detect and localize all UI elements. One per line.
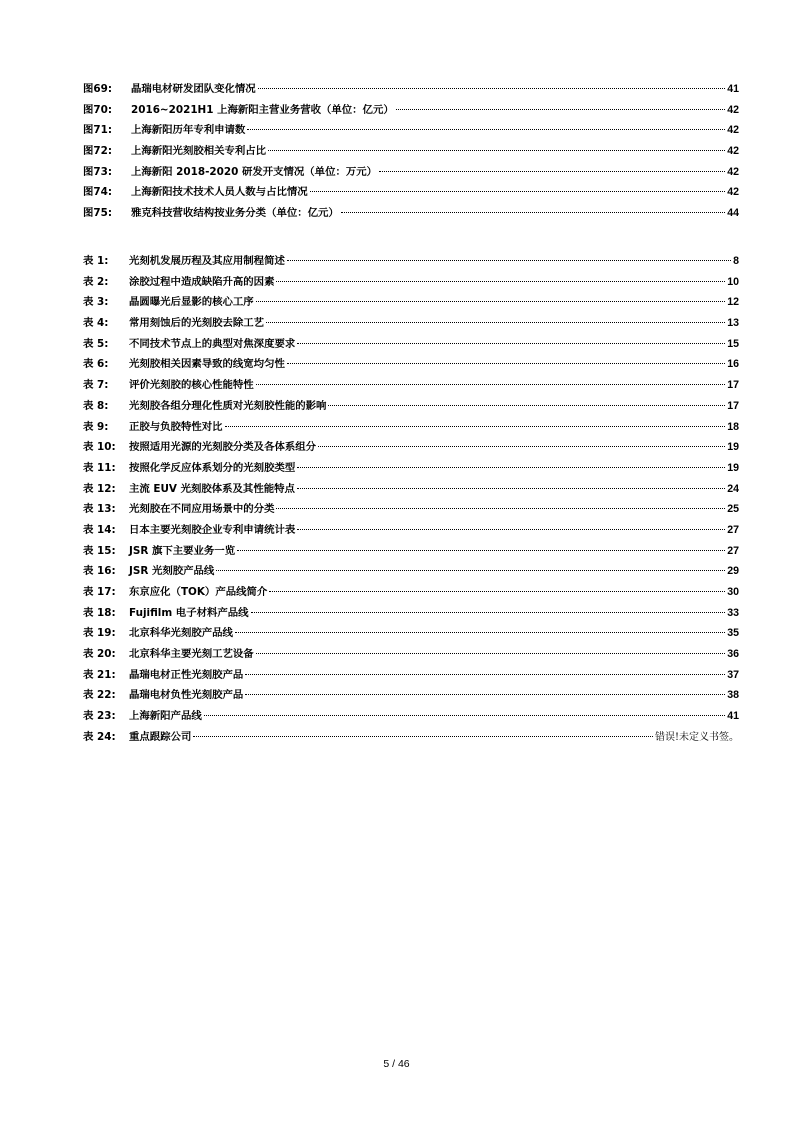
entry-title[interactable]: 晶瑞电材正性光刻胶产品: [129, 668, 244, 681]
entry-label: 表 12:: [83, 482, 116, 495]
dot-leader: [269, 591, 725, 592]
figure-entry[interactable]: [83, 121, 739, 142]
entry-title[interactable]: 2016~2021H1 上海新阳主营业务营收（单位：亿元）: [131, 103, 394, 116]
entry-label: 表 8:: [83, 399, 109, 412]
dot-leader: [268, 150, 725, 151]
dot-leader: [287, 260, 731, 261]
table-entry[interactable]: [83, 500, 739, 521]
entry-label: 表 3:: [83, 296, 109, 309]
entry-label: 表 14:: [83, 523, 116, 536]
entry-page-number[interactable]: 36: [727, 648, 739, 661]
dot-leader: [276, 281, 725, 282]
entry-title[interactable]: Fujifilm 电子材料产品线: [129, 606, 249, 619]
entry-page-number[interactable]: 12: [727, 296, 739, 309]
table-entry[interactable]: [83, 252, 739, 273]
entry-label: 表 5:: [83, 337, 109, 350]
entry-label: 表 10:: [83, 441, 116, 454]
entry-title[interactable]: 上海新阳光刻胶相关专利占比: [131, 145, 267, 158]
entry-page-number[interactable]: 25: [727, 503, 739, 516]
table-entry[interactable]: [83, 314, 739, 335]
entry-title[interactable]: 东京应化（TOK）产品线简介: [129, 586, 268, 598]
entry-page-number[interactable]: 19: [727, 441, 739, 454]
figure-entry[interactable]: [83, 80, 739, 101]
entry-title[interactable]: JSR 旗下主要业务一览: [129, 544, 236, 557]
table-entry[interactable]: [83, 624, 739, 645]
dot-leader: [328, 405, 725, 406]
table-entry[interactable]: [83, 583, 739, 604]
dot-leader: [318, 446, 725, 447]
entry-title[interactable]: 主流 EUV 光刻胶体系及其性能特点: [129, 482, 295, 495]
entry-title[interactable]: 涂胶过程中造成缺陷升高的因素: [129, 275, 275, 288]
entry-page-number[interactable]: 27: [727, 544, 739, 557]
entry-page-number[interactable]: 29: [727, 565, 739, 578]
entry-label: 图70:: [83, 103, 113, 116]
dot-leader: [193, 736, 653, 737]
dot-leader: [258, 88, 726, 89]
table-entry[interactable]: [83, 666, 739, 687]
entry-page-number[interactable]: 错误!未定义书签。: [654, 731, 739, 743]
table-entry[interactable]: [83, 459, 739, 480]
dot-leader: [310, 191, 726, 192]
dot-leader: [297, 467, 725, 468]
entry-page-number[interactable]: 8: [733, 255, 739, 267]
entry-title[interactable]: 正胶与负胶特性对比: [129, 420, 223, 433]
entry-page-number[interactable]: 37: [727, 668, 739, 681]
dot-leader: [256, 653, 726, 654]
entry-page-number[interactable]: 41: [727, 83, 739, 95]
entry-label: 表 18:: [83, 606, 116, 619]
entry-page-number[interactable]: 42: [727, 165, 739, 178]
entry-label: 表 9:: [83, 420, 109, 433]
entry-page-number[interactable]: 19: [727, 461, 739, 474]
dot-leader: [297, 488, 725, 489]
entry-page-number[interactable]: 15: [727, 337, 739, 350]
dot-leader: [245, 694, 725, 695]
entry-page-number[interactable]: 42: [727, 103, 739, 116]
page-number: 5 / 46: [383, 1058, 410, 1070]
figure-entry[interactable]: [83, 101, 739, 122]
entry-label: 图72:: [83, 145, 113, 158]
dot-leader: [247, 129, 725, 130]
dot-leader: [256, 301, 726, 302]
table-entry[interactable]: [83, 645, 739, 666]
entry-label: 表 21:: [83, 668, 116, 681]
dot-leader: [256, 384, 726, 385]
entry-label: 表 7:: [83, 379, 109, 392]
figure-entry[interactable]: [83, 204, 739, 225]
table-entry[interactable]: [83, 335, 739, 356]
entry-label: 表 23:: [83, 710, 116, 723]
table-entry[interactable]: [83, 542, 739, 563]
table-entry[interactable]: [83, 397, 739, 418]
entry-title[interactable]: 北京科华光刻胶产品线: [129, 627, 233, 640]
entry-label: 图73:: [83, 165, 113, 178]
entry-title[interactable]: 上海新阳历年专利申请数: [131, 124, 246, 137]
entry-label: 表 6:: [83, 358, 109, 371]
entry-page-number[interactable]: 13: [727, 317, 739, 330]
entry-page-number[interactable]: 16: [727, 358, 739, 371]
entry-title[interactable]: 晶瑞电材负性光刻胶产品: [129, 689, 244, 702]
entry-label: 表 20:: [83, 648, 116, 661]
table-entry[interactable]: [83, 418, 739, 439]
entry-page-number[interactable]: 17: [727, 379, 739, 392]
figure-entry[interactable]: [83, 142, 739, 163]
figure-entry[interactable]: [83, 183, 739, 204]
dot-leader: [379, 171, 725, 172]
entry-page-number[interactable]: 42: [727, 145, 739, 158]
dot-leader: [276, 508, 725, 509]
entry-label: 表 22:: [83, 689, 116, 702]
entry-page-number[interactable]: 44: [727, 207, 739, 220]
table-entry[interactable]: [83, 355, 739, 376]
table-entry[interactable]: [83, 376, 739, 397]
entry-label: 图75:: [83, 207, 113, 220]
entry-label: 表 13:: [83, 503, 116, 516]
dot-leader: [396, 109, 725, 110]
entry-title[interactable]: 评价光刻胶的核心性能特性: [129, 379, 254, 392]
entry-title[interactable]: 晶圆曝光后显影的核心工序: [129, 296, 254, 309]
dot-leader: [251, 612, 726, 613]
table-entry[interactable]: [83, 293, 739, 314]
entry-title[interactable]: 上海新阳产品线: [129, 710, 202, 723]
entry-title[interactable]: 晶瑞电材研发团队变化情况: [131, 83, 256, 95]
entry-label: 表 24:: [83, 730, 116, 743]
entry-label: 表 4:: [83, 317, 109, 330]
entry-label: 表 19:: [83, 627, 116, 640]
entry-label: 表 2:: [83, 275, 109, 288]
dot-leader: [237, 550, 725, 551]
table-entry[interactable]: [83, 728, 739, 749]
dot-leader: [287, 363, 725, 364]
table-entry[interactable]: [83, 273, 739, 294]
entry-label: 图74:: [83, 186, 113, 199]
entry-title[interactable]: 上海新阳 2018-2020 研发开支情况（单位：万元）: [131, 165, 378, 178]
entry-title[interactable]: 光刻机发展历程及其应用制程简述: [129, 255, 285, 267]
entry-label: 表 17:: [83, 586, 116, 598]
entry-label: 表 16:: [83, 565, 116, 578]
table-entry[interactable]: [83, 438, 739, 459]
entry-page-number[interactable]: 27: [727, 523, 739, 536]
entry-label: 图71:: [83, 124, 113, 137]
dot-leader: [216, 570, 725, 571]
entry-title[interactable]: 北京科华主要光刻工艺设备: [129, 648, 254, 661]
entry-page-number[interactable]: 30: [727, 586, 739, 598]
dot-leader: [235, 632, 725, 633]
entry-label: 表 11:: [83, 461, 116, 474]
entry-title[interactable]: 光刻胶各组分理化性质对光刻胶性能的影响: [129, 399, 327, 412]
dot-leader: [297, 343, 725, 344]
entry-label: 表 15:: [83, 544, 116, 557]
entry-page-number[interactable]: 38: [727, 689, 739, 702]
entry-title[interactable]: 不同技术节点上的典型对焦深度要求: [129, 337, 296, 350]
entry-page-number[interactable]: 35: [727, 627, 739, 640]
table-entry[interactable]: [83, 562, 739, 583]
table-entry[interactable]: [83, 604, 739, 625]
entry-page-number[interactable]: 10: [727, 275, 739, 288]
table-entry[interactable]: [83, 707, 739, 728]
dot-leader: [204, 715, 725, 716]
entry-title[interactable]: 雅克科技营收结构按业务分类（单位：亿元）: [131, 207, 339, 220]
table-entry[interactable]: [83, 480, 739, 501]
entry-page-number[interactable]: 17: [727, 399, 739, 412]
entry-page-number[interactable]: 18: [727, 420, 739, 433]
entry-page-number[interactable]: 24: [727, 482, 739, 495]
entry-label: 表 1:: [83, 255, 109, 267]
entry-page-number[interactable]: 42: [727, 124, 739, 137]
entry-title[interactable]: 重点跟踪公司: [129, 730, 192, 743]
entry-title[interactable]: 日本主要光刻胶企业专利申请统计表: [129, 523, 296, 536]
table-entry[interactable]: [83, 521, 739, 542]
entry-title[interactable]: JSR 光刻胶产品线: [129, 565, 215, 578]
entry-page-number[interactable]: 33: [727, 606, 739, 619]
table-entry[interactable]: [83, 686, 739, 707]
dot-leader: [297, 529, 725, 530]
figure-entry[interactable]: [83, 163, 739, 184]
entry-title[interactable]: 光刻胶在不同应用场景中的分类: [129, 503, 275, 516]
list-of-tables: [83, 252, 739, 749]
dot-leader: [245, 674, 725, 675]
entry-title[interactable]: 光刻胶相关因素导致的线宽均匀性: [129, 358, 285, 371]
entry-title[interactable]: 按照适用光源的光刻胶分类及各体系组分: [129, 441, 317, 454]
dot-leader: [341, 212, 725, 213]
entry-title[interactable]: 常用刻蚀后的光刻胶去除工艺: [129, 317, 265, 330]
entry-page-number[interactable]: 41: [727, 710, 739, 723]
entry-page-number[interactable]: 42: [727, 186, 739, 199]
entry-title[interactable]: 上海新阳技术技术人员人数与占比情况: [131, 186, 308, 199]
entry-title[interactable]: 按照化学反应体系划分的光刻胶类型: [129, 461, 296, 474]
dot-leader: [225, 426, 726, 427]
entry-label: 图69:: [83, 83, 113, 95]
dot-leader: [266, 322, 725, 323]
list-of-figures: [83, 80, 739, 225]
